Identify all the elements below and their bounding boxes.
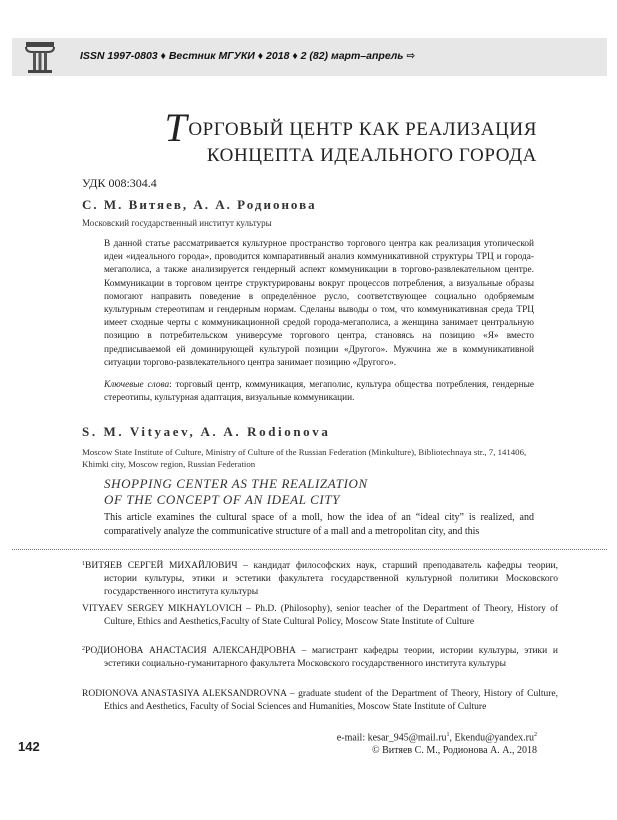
footnote-1-ru	[82, 558, 558, 599]
article-title-ru	[164, 105, 537, 167]
footnote-divider	[12, 549, 607, 550]
keywords-ru	[104, 379, 534, 405]
authors-en: S. M. Vityaev, A. A. Rodionova	[82, 424, 331, 439]
footnote-1-mark: 1	[82, 561, 85, 567]
keywords-label: Ключевые слова	[104, 380, 170, 390]
column-logo-icon	[22, 40, 58, 74]
title-dropcap: Т	[164, 105, 188, 150]
footnote-2-en: RODIONOVA ANASTASIYA ALEKSANDROVNA – graduate student of the Department of Theory, History of Culture, Ethics and Aesthetics, Faculty of Social Sciences and Humanities, Moscow State Institute of Culture	[82, 689, 558, 712]
journal-issue-line: ISSN 1997-0803 ♦ Вестник МГУКИ ♦ 2018 ♦ 2 (82) март–апрель ⇨	[80, 50, 416, 62]
footnote-2-ru	[82, 643, 558, 671]
keywords-text: : торговый центр, коммуникация, мегаполис, культура общества потребления, гендерные стереотипы, культурная адаптация, визуальные коммуникации.	[104, 380, 534, 404]
abstract-ru: В данной статье рассматривается культурное пространство торгового центра как реализация утопической идеи «идеального города», проводится компаративный анализ коммуникативной структуры ТРЦ и города-мегаполиса, а также анализируется гендерный аспект коммуникации в торгово-развлекательном центре. Коммуникации в торговом центре структурированы вокруг процессов потребления, а визуальные образы помогают направить поведение в определённое русло, соответствующее социально одобряемым культурным стереотипам и гендерным нормам. Сделаны выводы о том, что коммуникативная среда ТРЦ имеет сходные черты с коммуникационной средой города-мегаполиса, а женщина занимает центральную позицию в потребительском универсуме торгового центра, становясь на позицию «Я» вместо предписываемой ей доминирующей культурой позиции «Другого». Мужчина же в коммуникативной ситуации торгово-развлекательного центра занимает позицию «Другого».	[104, 239, 534, 368]
page-number: 142	[18, 739, 40, 754]
copyright-line: © Витяев С. М., Родионова А. А., 2018	[372, 745, 537, 757]
institution-en: Moscow State Institute of Culture, Ministry of Culture of the Russian Federation (Minkulture), Bibliotechnaya str., 7, 141406, Khimki city, Moscow region, Russian Federation	[82, 447, 527, 469]
email-1[interactable]: e-mail: kesar_945@mail.ru	[336, 732, 447, 744]
email-2[interactable]: , Ekendu@yandex.ru	[449, 732, 534, 744]
email-line	[337, 729, 537, 744]
title-en-line-1: SHOPPING CENTER AS THE REALIZATION	[104, 476, 368, 491]
footnote-2-mark: 2	[82, 646, 85, 652]
journal-header-bar	[12, 38, 607, 76]
title-line-1-rest: ОРГОВЫЙ ЦЕНТР КАК РЕАЛИЗАЦИЯ	[188, 119, 537, 140]
email-mark-1: 1	[446, 732, 450, 738]
contacts-block	[337, 729, 537, 757]
abstract-en: This article examines the cultural space of a moll, how the idea of an “ideal city” is realized, and comparatively analyze the communicative structure of a mall and a metropolitan city, and this	[104, 512, 534, 537]
udc-code: УДК 008:304.4	[82, 176, 157, 190]
institution-ru: Московский государственный институт культуры	[82, 218, 272, 228]
email-mark-2: 2	[534, 732, 537, 738]
authors-ru: С. М. Витяев, А. А. Родионова	[82, 197, 317, 212]
footnote-1-en: VITYAEV SERGEY MIKHAYLOVICH – Ph.D. (Philosophy), senior teacher of the Department of Theory, History of Culture, Ethics and Aesthetics,Faculty of State Cultural Policy, Moscow State Institute of Culture	[82, 604, 558, 627]
footnote-2-ru-text: РОДИОНОВА АНАСТАСИЯ АЛЕКСАНДРОВНА – магистрант кафедры теории, истории культуры, этики и эстетики социально-гуманитарного факультета Московского государственного института культуры	[85, 646, 558, 669]
article-title-en	[104, 476, 368, 508]
title-en-line-2: OF THE CONCEPT OF AN IDEAL CITY	[104, 492, 341, 507]
footnote-1-ru-text: ВИТЯЕВ СЕРГЕЙ МИХАЙЛОВИЧ – кандидат философских наук, старший преподаватель кафедры теории, истории культуры, этики и эстетики факультета государственной культурной политики Московского государственного института культуры	[85, 561, 558, 597]
title-line-2: КОНЦЕПТА ИДЕАЛЬНОГО ГОРОДА	[206, 145, 537, 166]
title-line-1	[164, 105, 537, 150]
